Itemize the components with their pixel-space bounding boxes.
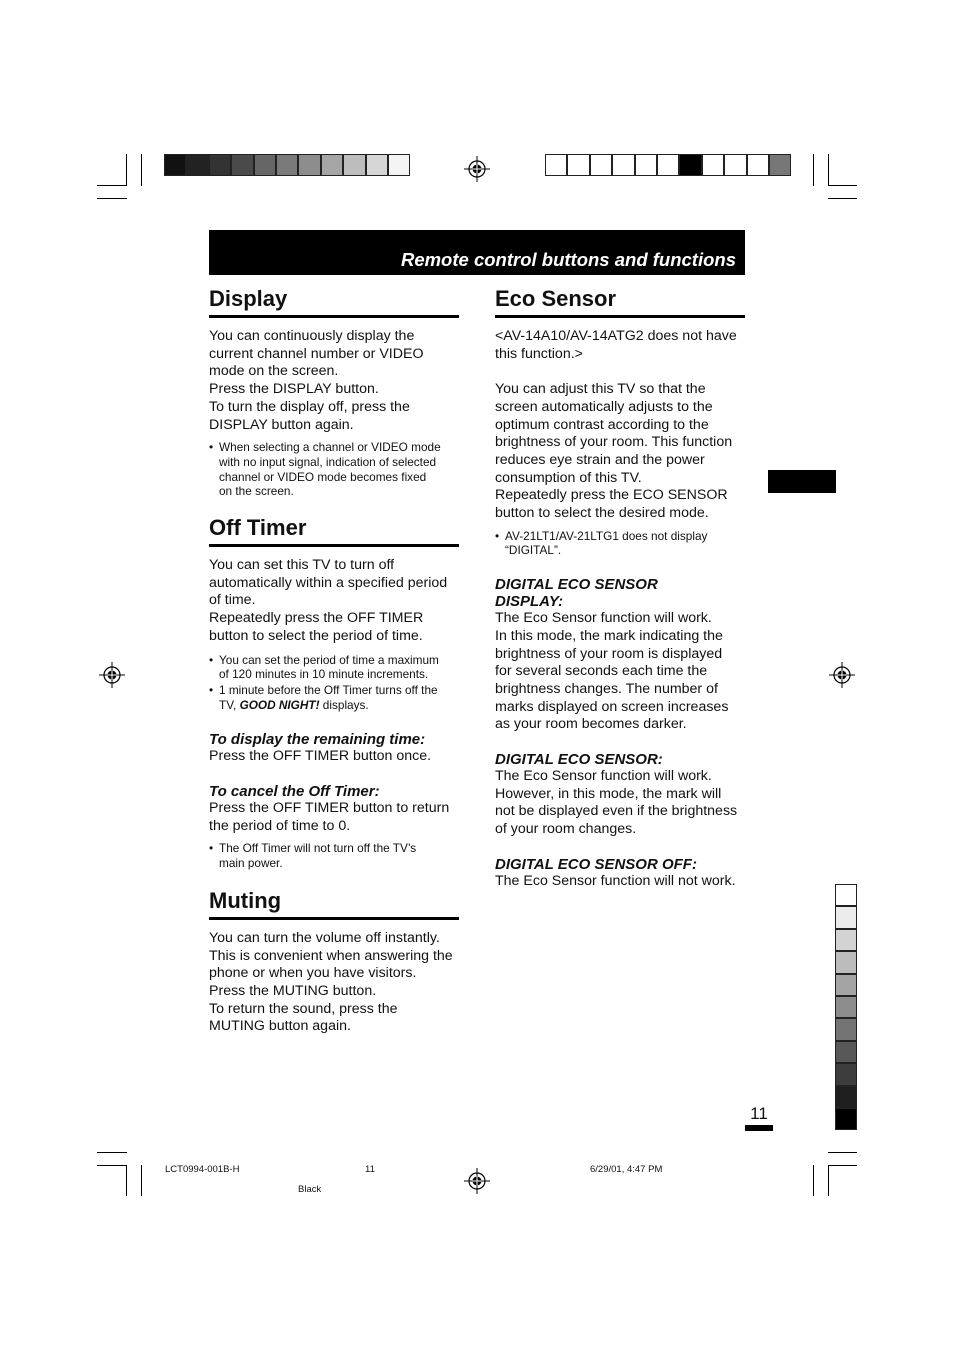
- color-swatch: [209, 154, 231, 176]
- crop-mark: [828, 185, 857, 186]
- right-column: [495, 286, 745, 891]
- digital-eco-sensor-display-body: The Eco Sensor function will work. In this mode, the mark indicating the brightness of your room is displayed for several seconds each time the brightness changes. The number of marks displayed on screen increases as your room becomes darker.: [495, 610, 729, 733]
- color-swatch: [231, 154, 253, 176]
- muting-body: You can turn the volume off instantly. This is convenient when answering the phone or when you have visitors. Press the MUTING button. To return the sound, press the MUTING button again.: [209, 929, 453, 1035]
- muting-heading: Muting: [209, 888, 459, 920]
- crop-mark: [141, 154, 142, 186]
- color-swatch: [724, 154, 746, 176]
- cancel-timer-note: • The Off Timer will not turn off the TV’s main power.: [209, 841, 417, 871]
- color-swatch: [276, 154, 298, 176]
- color-swatch: [835, 1063, 857, 1085]
- color-swatch: [657, 154, 679, 176]
- footer-datetime: 6/29/01, 4:47 PM: [590, 1164, 663, 1175]
- display-note: • When selecting a channel or VIDEO mode with no input signal, indication of selected channel or VIDEO mode becomes fixed on the screen.: [209, 440, 441, 499]
- color-swatch: [164, 154, 186, 176]
- crop-mark: [828, 154, 829, 186]
- remaining-time-heading: To display the remaining time:: [209, 731, 426, 749]
- color-swatch: [343, 154, 365, 176]
- digital-eco-sensor-off-body: The Eco Sensor function will not work.: [495, 872, 736, 889]
- color-swatch: [835, 974, 857, 996]
- crop-mark: [126, 1165, 127, 1196]
- color-bar-left: [164, 154, 410, 176]
- remaining-time-body: Press the OFF TIMER button once.: [209, 748, 432, 765]
- eco-sensor-heading: Eco Sensor: [495, 286, 745, 318]
- registration-mark-icon: [464, 1168, 490, 1194]
- crop-mark: [97, 198, 127, 199]
- footer-document-code: LCT0994-001B-H: [165, 1164, 240, 1175]
- off-timer-heading: Off Timer: [209, 515, 459, 547]
- cancel-timer-heading: To cancel the Off Timer:: [209, 783, 380, 801]
- note-item: • You can set the period of time a maximum of 120 minutes in 10 minute increments.: [209, 652, 439, 682]
- color-swatch: [835, 906, 857, 928]
- crop-mark: [813, 1165, 814, 1196]
- crop-mark: [141, 1165, 142, 1196]
- color-swatch: [567, 154, 589, 176]
- crop-mark: [828, 198, 857, 199]
- color-swatch: [835, 1018, 857, 1040]
- section-header-bar: [209, 230, 745, 275]
- crop-mark: [828, 1152, 857, 1153]
- page-number: 11: [750, 1104, 768, 1123]
- crop-mark: [828, 1165, 829, 1196]
- color-swatch: [590, 154, 612, 176]
- thumb-index-tab: [768, 470, 836, 493]
- color-swatch: [186, 154, 208, 176]
- color-swatch: [321, 154, 343, 176]
- footer-ink: Black: [298, 1184, 322, 1195]
- footer-page: 11: [365, 1164, 375, 1175]
- crop-mark: [126, 154, 127, 186]
- color-swatch: [835, 1041, 857, 1063]
- color-swatch: [835, 929, 857, 951]
- crop-mark: [828, 1165, 857, 1166]
- display-body: You can continuously display the current channel number or VIDEO mode on the screen. Press the DISPLAY button. To turn the display off, press the DISPLAY button again.: [209, 328, 424, 433]
- off-timer-body: You can set this TV to turn off automatically within a specified period of time. Repeatedly press the OFF TIMER button to select the period of time.: [209, 557, 448, 644]
- digital-eco-sensor-heading: DIGITAL ECO SENSOR:: [495, 751, 663, 769]
- color-swatch: [635, 154, 657, 176]
- color-swatch: [702, 154, 724, 176]
- color-swatch: [366, 154, 388, 176]
- cancel-timer-body: Press the OFF TIMER button to return the period of time to 0.: [209, 800, 450, 834]
- color-swatch: [835, 1086, 857, 1108]
- color-swatch: [545, 154, 567, 176]
- note-item: • 1 minute before the Off Timer turns off the TV, GOOD NIGHT! displays.: [209, 682, 438, 712]
- page-number-underline: [745, 1125, 773, 1131]
- color-swatch: [835, 996, 857, 1018]
- color-swatch: [835, 951, 857, 973]
- digital-eco-sensor-display-heading: DIGITAL ECO SENSOR DISPLAY:: [495, 576, 658, 611]
- color-swatch: [254, 154, 276, 176]
- display-heading: Display: [209, 286, 459, 318]
- color-swatch: [769, 154, 791, 176]
- registration-mark-icon: [464, 156, 490, 182]
- digital-eco-sensor-body: The Eco Sensor function will work. However, in this mode, the mark will not be displayed even if the brightness of your room changes.: [495, 768, 738, 838]
- left-column: [209, 286, 459, 1036]
- color-bar-right: [545, 154, 791, 176]
- crop-mark: [97, 1165, 127, 1166]
- color-swatch: [747, 154, 769, 176]
- registration-mark-icon: [829, 662, 855, 688]
- registration-mark-icon: [99, 662, 125, 688]
- off-timer-notes: [209, 653, 459, 713]
- good-night-label: GOOD NIGHT!: [239, 697, 320, 712]
- color-swatch: [679, 154, 701, 176]
- crop-mark: [97, 185, 127, 186]
- section-header-title: Remote control buttons and functions: [400, 249, 736, 270]
- color-swatch: [835, 1108, 857, 1130]
- crop-mark: [813, 154, 814, 186]
- eco-body: You can adjust this TV so that the screen automatically adjusts to the optimum contrast according to the brightness of your room. This function reduces eye strain and the power consumption of this TV. Repeatedly press the ECO SENSOR button to select the desired mode.: [495, 381, 733, 522]
- color-swatch: [388, 154, 410, 176]
- eco-model-note: <AV-14A10/AV-14ATG2 does not have this function.>: [495, 328, 737, 362]
- color-swatch: [612, 154, 634, 176]
- color-swatch: [835, 884, 857, 906]
- crop-mark: [97, 1152, 127, 1153]
- color-bar-side: [835, 884, 857, 1130]
- eco-note: • AV-21LT1/AV-21LTG1 does not display “DIGITAL”.: [495, 528, 708, 558]
- color-swatch: [298, 154, 320, 176]
- digital-eco-sensor-off-heading: DIGITAL ECO SENSOR OFF:: [495, 855, 697, 873]
